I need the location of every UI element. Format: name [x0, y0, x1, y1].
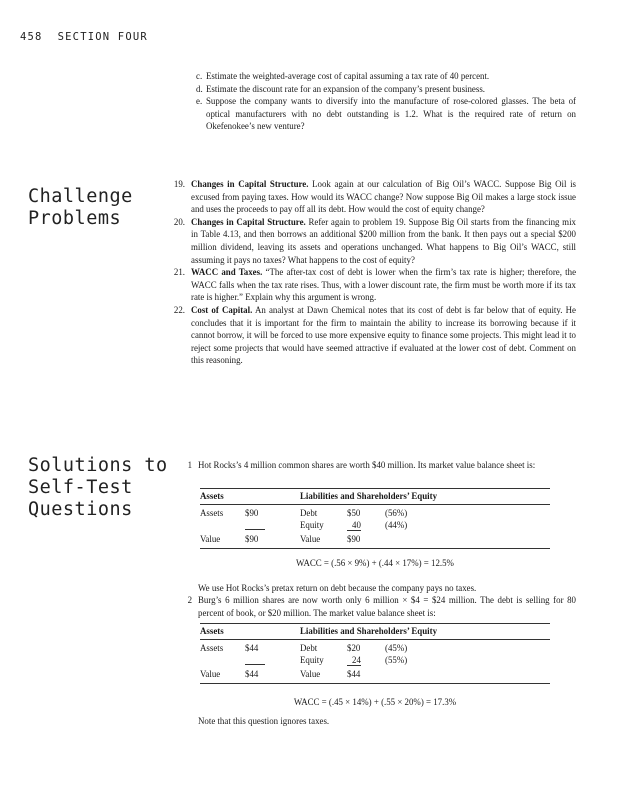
problem-item [162, 178, 576, 216]
problem-text: “The after-tax cost of debt is lower when the firm’s tax rate is higher; therefore, the WACC falls when the tax rate rises. Thus, with a lower discount rate, the firm must be worth more if its tax rate is higher.” Explain why this argument is wrong. [191, 267, 577, 303]
table-cell: $44 [245, 668, 259, 679]
problem-title: Cost of Capital. [191, 304, 253, 315]
table-cell: $50 [347, 508, 361, 518]
table-row [200, 643, 425, 655]
table-cell: (56%) [385, 508, 408, 518]
page-number: 458 [20, 31, 43, 43]
list-item [196, 95, 576, 133]
solution-2-note: Note that this question ignores taxes. [198, 716, 330, 726]
table-cell: (45%) [385, 643, 408, 653]
column-header: Assets [200, 491, 224, 501]
table-cell: $44 [245, 643, 259, 653]
problem-item [162, 266, 576, 304]
table-cell: $44 [347, 668, 361, 679]
table-cell: $20 [347, 643, 361, 653]
sum-underline [245, 520, 265, 530]
wacc-formula-1: WACC = (.56 × 9%) + (.44 × 17%) = 12.5% [296, 558, 454, 568]
problem-number: 19. [173, 179, 185, 189]
solution-number: 2 [187, 595, 192, 605]
problem-text: Look again at our calculation of Big Oil’s WACC. Suppose Big Oil is excused from paying taxes. How would its WACC change? Now suppose Big Oil makes a large stock issue and uses the proceeds to pay off all its debt. How would the cost of equity change? [191, 179, 577, 215]
table-cell [385, 669, 425, 681]
table-cell [385, 534, 425, 546]
solutions-heading [28, 455, 168, 521]
table-cell: $90 [347, 533, 361, 544]
heading-line: Self-Test [28, 477, 133, 498]
running-header [20, 31, 148, 43]
sum-underline [245, 655, 265, 665]
table-cell: $90 [245, 533, 259, 544]
solution-text: Hot Rocks’s 4 million common shares are worth $40 million. Its market value balance sheet is: [198, 460, 536, 470]
item-text: Estimate the weighted-average cost of capital assuming a tax rate of 40 percent. [206, 71, 490, 81]
solution-number: 1 [187, 460, 192, 470]
table-row [200, 655, 425, 669]
continued-problem-items [196, 70, 576, 133]
table-cell: $90 [245, 508, 259, 518]
item-label: e. [196, 96, 203, 107]
problem-title: WACC and Taxes. [191, 267, 263, 278]
wacc-formula-2: WACC = (.45 × 14%) + (.55 × 20%) = 17.3% [293, 697, 457, 707]
column-header: Liabilities and Shareholders’ Equity [300, 491, 438, 501]
item-text: Suppose the company wants to diversify into the manufacture of rose-colored glasses. The beta of optical manufacturers with no debt outstanding is 1.2. What is the required rate of return on Okefenokee’s new venture? [206, 96, 576, 132]
table-cell: Value [300, 668, 321, 679]
table-top-rule [200, 488, 550, 489]
table-cell: Equity [300, 519, 324, 530]
item-text: Estimate the discount rate for an expansion of the company’s present business. [206, 83, 485, 94]
problem-text: Refer again to problem 19. Suppose Big Oil starts from the financing mix in Table 4.13, and then borrows an additional $200 million from the bank. It then pays out a special $200 million dividend, leaving its assets and operations unchanged. What happens to Big Oil’s WACC, still assuming it pays no taxes? What happens to the cost of equity? [191, 216, 576, 265]
table-header-row [200, 626, 437, 638]
table-cell: 24 [347, 655, 361, 666]
table-row [200, 534, 425, 546]
table-cell: Equity [300, 654, 324, 665]
problem-title: Changes in Capital Structure. [191, 179, 309, 189]
table-row [200, 520, 425, 534]
heading-line: Questions [28, 499, 133, 520]
table-cell: Assets [200, 508, 224, 518]
table-cell: (55%) [385, 654, 408, 665]
balance-sheet-1 [200, 491, 550, 503]
table-top-rule [200, 623, 550, 624]
balance-sheet-1-body [200, 508, 550, 545]
item-label: d. [196, 83, 203, 94]
table-cell: Assets [200, 643, 224, 653]
table-cell: Value [200, 533, 221, 544]
problem-item [162, 304, 576, 367]
table-row [200, 669, 425, 681]
problem-text: An analyst at Dawn Chemical notes that its cost of debt is far below that of equity. He concludes that it is important for the firm to maintain the ability to increase its borrowing because if it cannot borrow, it will be forced to use more expensive equity to finance some projects. This might lead it to reject some projects that would have seemed attractive if evaluated at the lower cost of debt. Comment on this reasoning. [191, 304, 576, 366]
column-header: Liabilities and Shareholders’ Equity [300, 626, 438, 636]
problem-title: Changes in Capital Structure. [191, 216, 306, 227]
table-cell: (44%) [385, 519, 408, 530]
table-row [200, 508, 425, 520]
problem-number: 21. [173, 267, 185, 278]
table-bottom-rule [200, 683, 550, 684]
balance-sheet-2-body [200, 643, 550, 680]
heading-line: Solutions to [28, 455, 168, 476]
table-cell: Value [300, 533, 321, 544]
table-cell: Debt [300, 508, 318, 518]
table-header-row [200, 491, 437, 503]
heading-line: Challenge [28, 186, 133, 207]
list-item [196, 70, 576, 83]
table-header-rule [200, 504, 550, 505]
challenge-problems-heading [28, 186, 133, 230]
challenge-problems-list [162, 178, 576, 367]
list-item [196, 83, 576, 96]
heading-line: Problems [28, 208, 122, 229]
solution-2-intro [179, 594, 576, 619]
item-label: c. [196, 71, 203, 81]
table-header-rule [200, 639, 550, 640]
table-cell [200, 520, 245, 534]
table-bottom-rule [200, 548, 550, 549]
problem-item [162, 216, 576, 266]
column-header: Assets [200, 626, 224, 636]
solution-1-intro [179, 459, 576, 472]
table-cell [200, 655, 245, 669]
table-cell: Debt [300, 643, 318, 653]
table-cell: Value [200, 668, 221, 679]
section-label: SECTION FOUR [57, 31, 148, 43]
solution-text: Burg’s 6 million shares are now worth only 6 million × $4 = $24 million. The debt is selling for 80 percent of book, or $20 million. The market value balance sheet is: [198, 595, 576, 618]
problem-number: 20. [173, 216, 185, 227]
problem-number: 22. [173, 304, 185, 315]
solution-1-note: We use Hot Rocks’s pretax return on debt because the company pays no taxes. [198, 583, 477, 593]
table-cell: 40 [347, 520, 361, 531]
balance-sheet-2 [200, 626, 550, 638]
